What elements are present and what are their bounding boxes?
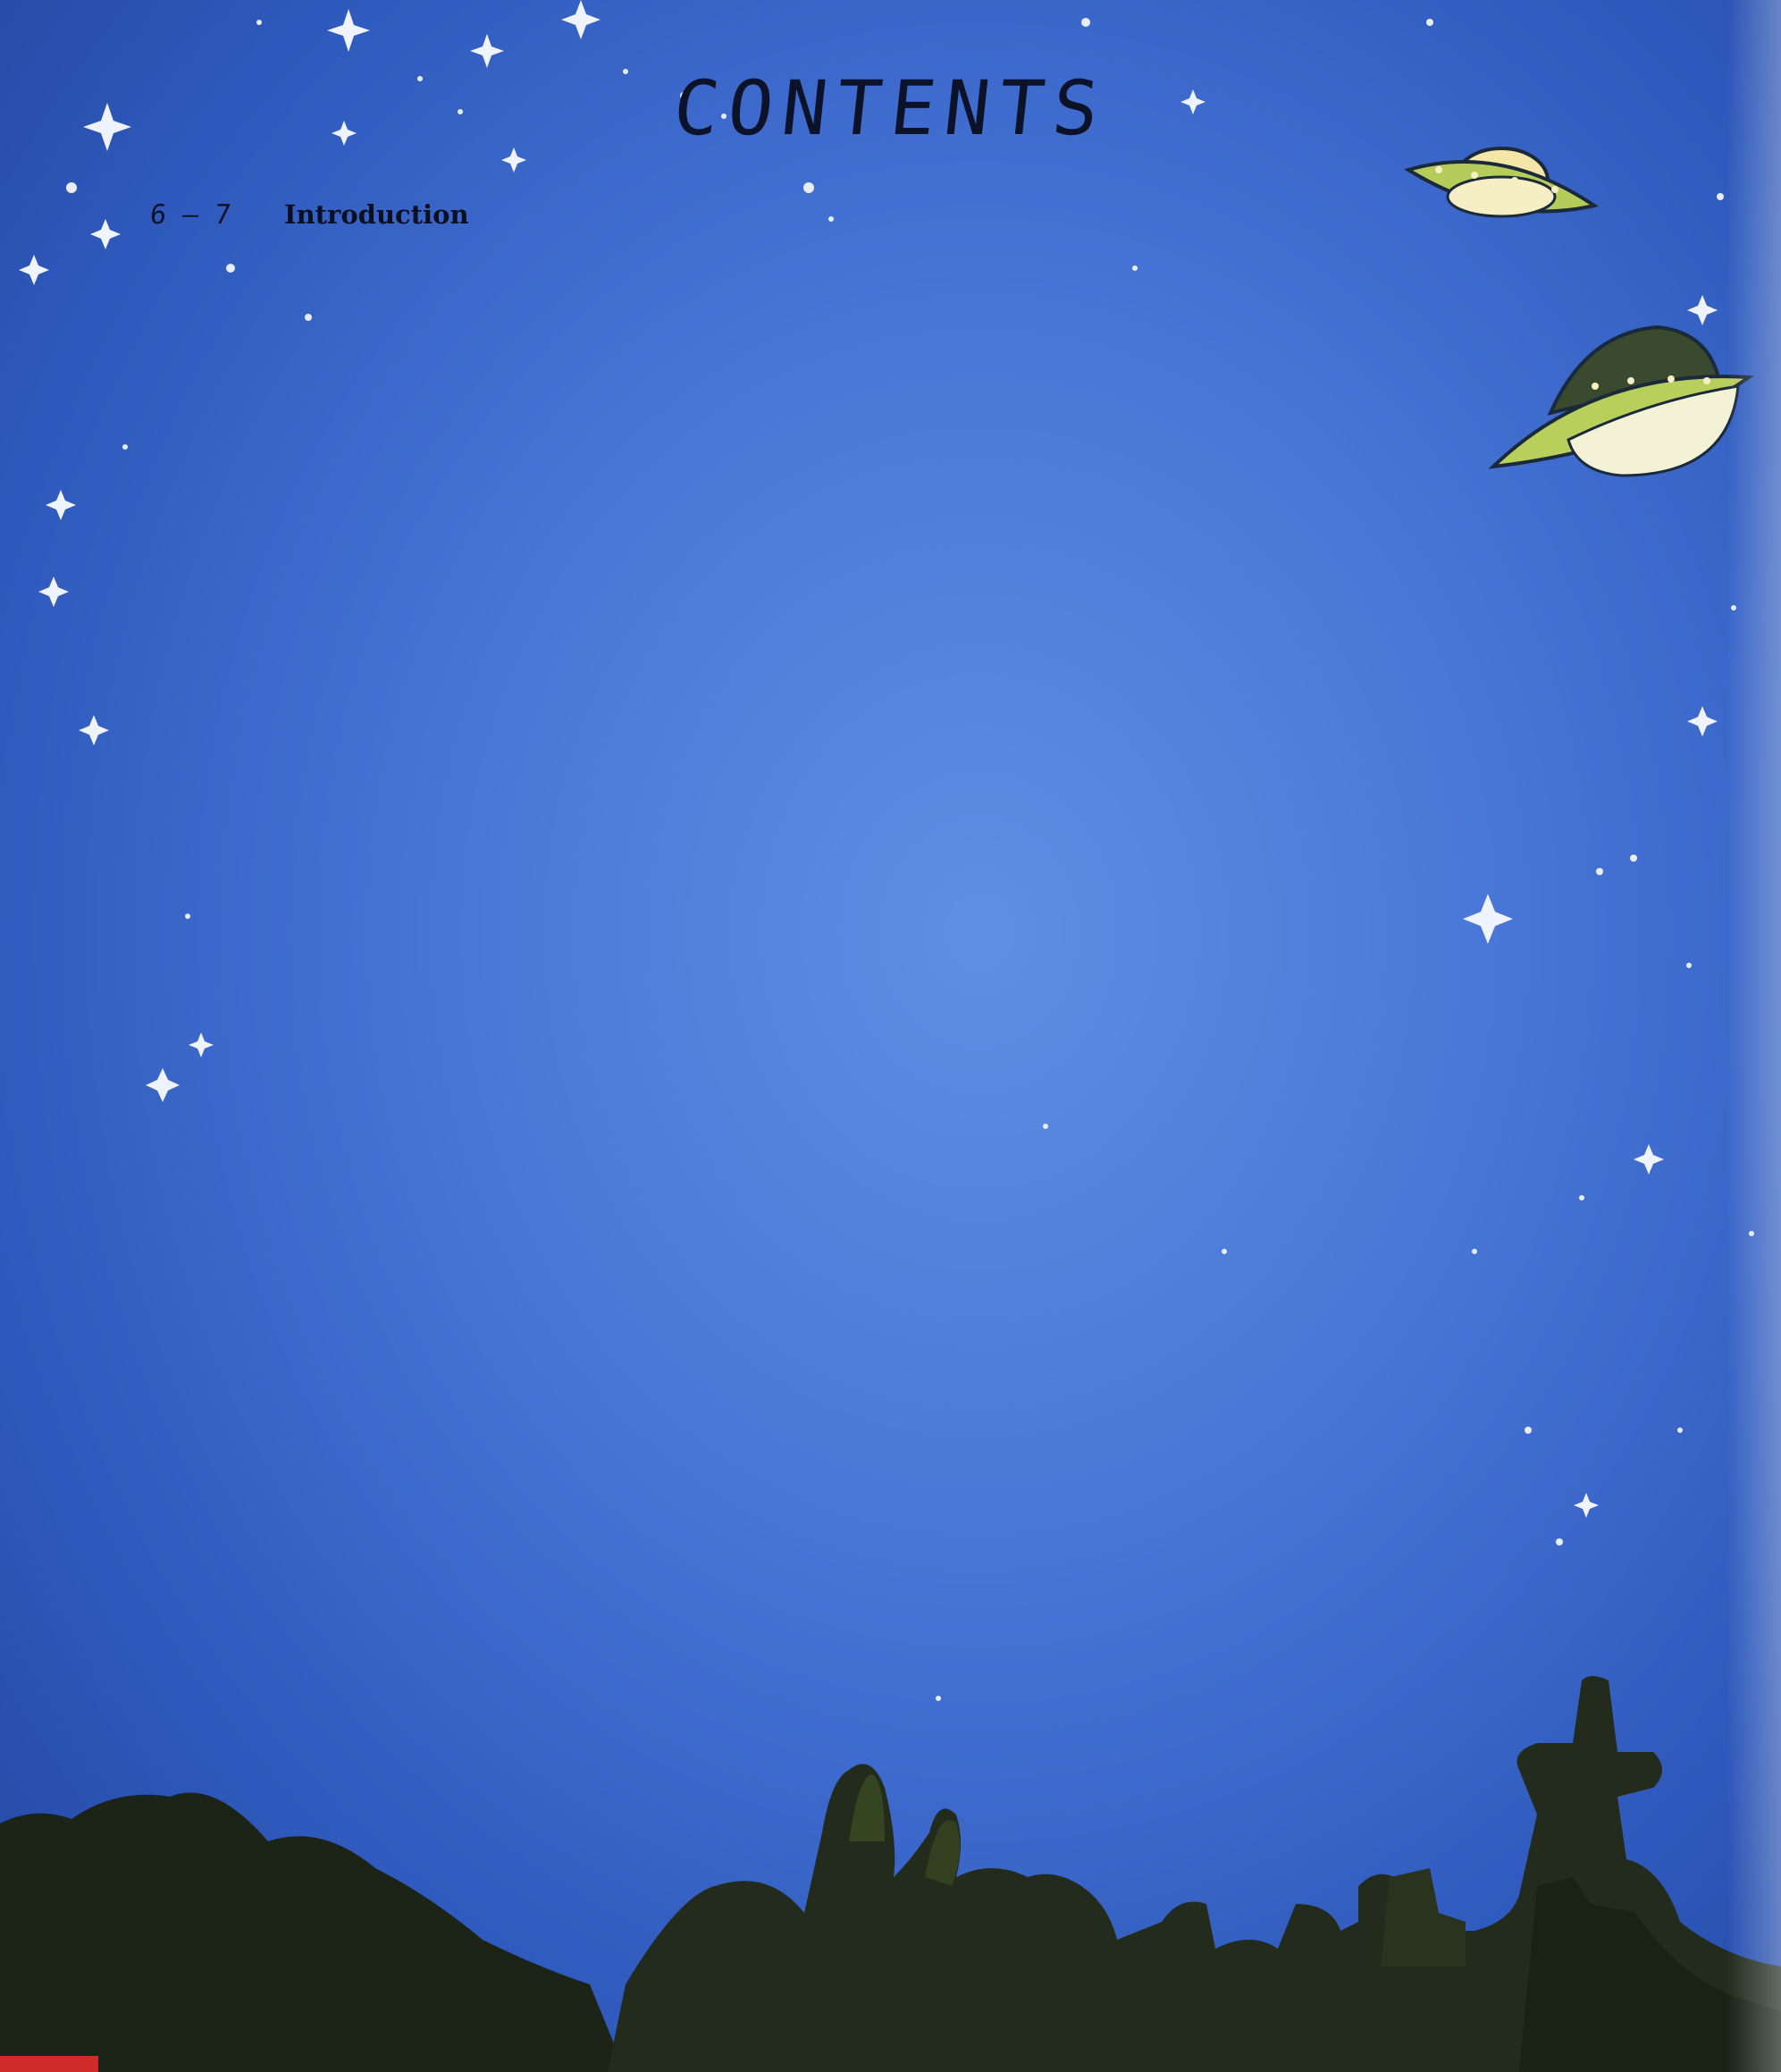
page-range: 6 – 7 [148, 199, 233, 231]
entry-title: Introduction [284, 199, 469, 230]
page-title: CONTENTS [669, 64, 1112, 152]
